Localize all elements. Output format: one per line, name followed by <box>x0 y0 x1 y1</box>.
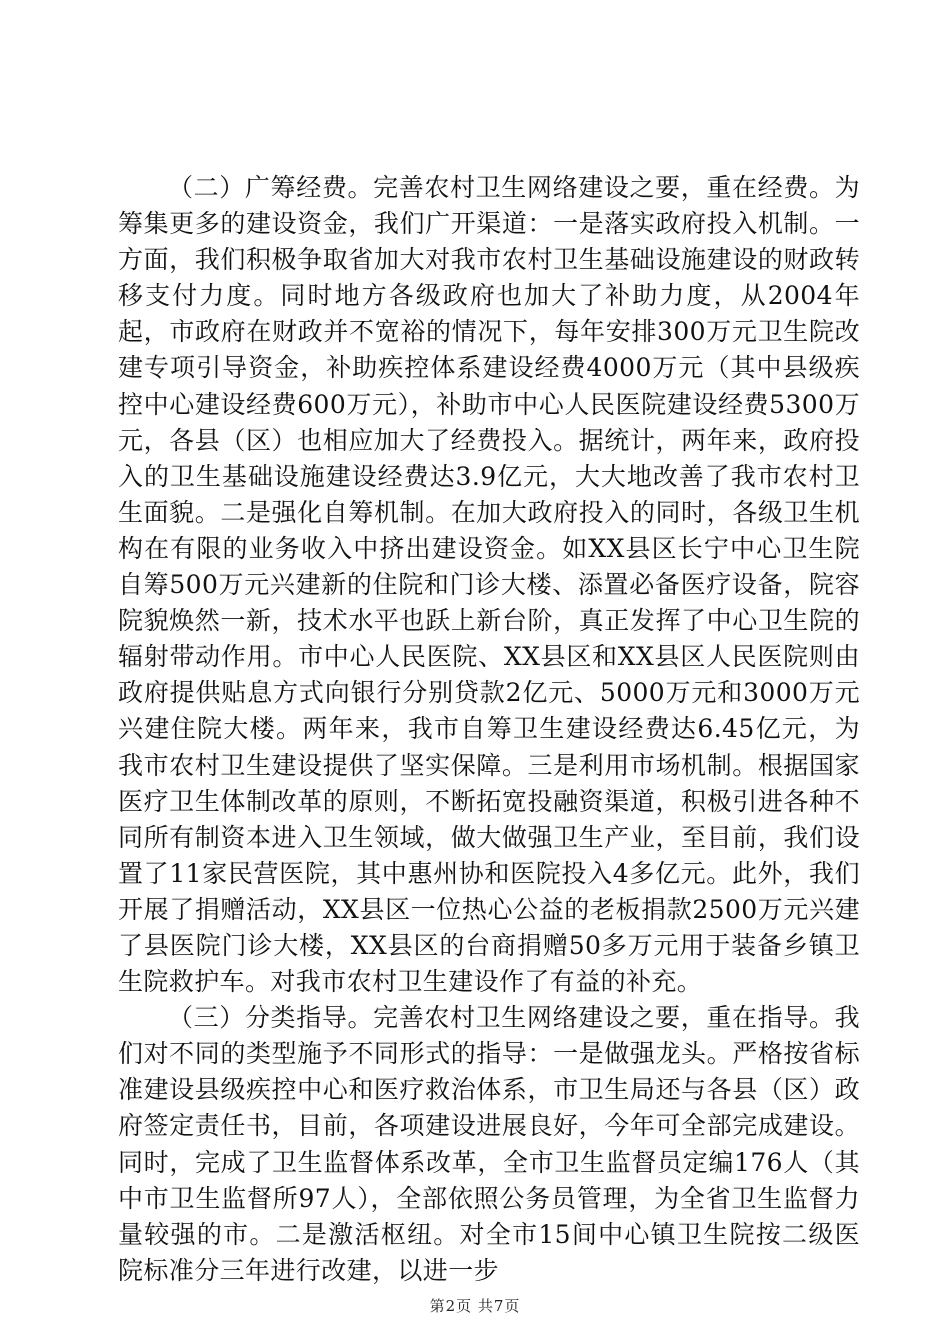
paragraph-guidance: （三）分类指导。完善农村卫生网络建设之要，重在指导。我们对不同的类型施予不同形式的指导：一是做强龙头。严格按省标准建设县级疾控中心和医疗救治体系，市卫生局还与各县（区）政府签定责任书，目前，各项建设进展良好，今年可全部完成建设。同时，完成了卫生监督体系改革，全市卫生监督员定编176人（其中市卫生监督所97人），全部依照公务员管理，为全省卫生监督力量较强的市。二是激活枢纽。对全市15间中心镇卫生院按二级医院标准分三年进行改建，以进一步 <box>118 1003 860 1285</box>
page-number-footer: 第2页 共7页 <box>429 1297 521 1315</box>
paragraph-funding: （二）广筹经费。完善农村卫生网络建设之要，重在经费。为筹集更多的建设资金，我们广开渠道：一是落实政府投入机制。一方面，我们积极争取省加大对我市农村卫生基础设施建设的财政转移支付力度。同时地方各级政府也加大了补助力度，从2004年起，市政府在财政并不宽裕的情况下，每年安排300万元卫生院改建专项引导资金，补助疾控体系建设经费4000万元（其中县级疾控中心建设经费600万元），补助市中心人民医院建设经费5300万元，各县（区）也相应加大了经费投入。据统计，两年来，政府投入的卫生基础设施建设经费达3.9亿元，大大地改善了我市农村卫生面貌。二是强化自筹机制。在加大政府投入的同时，各级卫生机构在有限的业务收入中挤出建设资金。如XX县区长宁中心卫生院自筹500万元兴建新的住院和门诊大楼、添置必备医疗设备，院容院貌焕然一新，技术水平也跃上新台阶，真正发挥了中心卫生院的辐射带动作用。市中心人民医院、XX县区和XX县区人民医院则由政府提供贴息方式向银行分别贷款2亿元、5000万元和3000万元兴建住院大楼。两年来，我市自筹卫生建设经费达6.45亿元，为我市农村卫生建设提供了坚实保障。三是利用市场机制。根据国家医疗卫生体制改革的原则，不断拓宽投融资渠道，积极引进各种不同所有制资本进入卫生领域，做大做强卫生产业，至目前，我们设置了11家民营医院，其中惠州协和医院投入4多亿元。此外，我们开展了捐赠活动，XX县区一位热心公益的老板捐款2500万元兴建了县医院门诊大楼，XX县区的台商捐赠50多万元用于装备乡镇卫生院救护车。对我市农村卫生建设作了有益的补充。 <box>118 173 860 997</box>
document-body <box>118 170 860 1289</box>
